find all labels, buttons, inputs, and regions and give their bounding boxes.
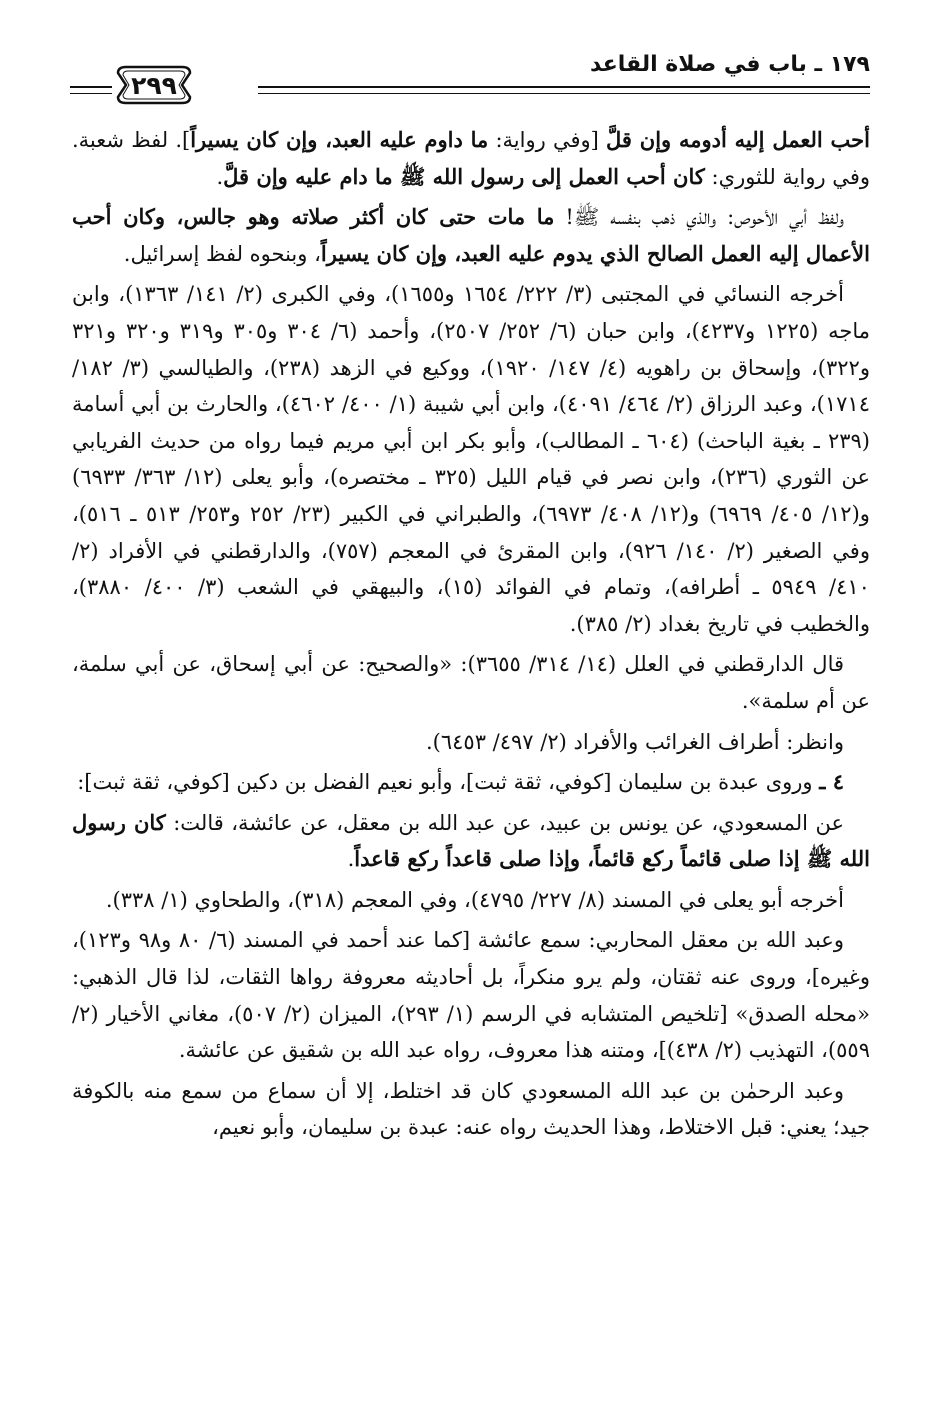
paragraph-p10 <box>72 1073 870 1146</box>
text-run: قال الدارقطني في العلل (١٤/ ٣١٤/ ٣٦٥٥): «والصحيح: عن أبي إسحاق، عن أبي سلمة، عن أم سلمة». <box>72 652 870 713</box>
header-rule <box>258 86 870 94</box>
text-run: ولفظ أبي الأحوص: والذي ذهب بنفسه ﷺ! <box>554 205 844 230</box>
page-header <box>70 48 870 100</box>
text-run: عن المسعودي، عن يونس بن عبيد، عن عبد الله بن معقل، عن عائشة، قالت: <box>165 810 844 835</box>
page-body <box>72 122 870 1150</box>
text-run: أخرجه النسائي في المجتبى (٣/ ٢٢٢/ ١٦٥٤ و١٦٥٥)، وفي الكبرى (٢/ ١٤١/ ١٣٦٣)، وابن ماجه (١٢٢٥ و٤٢٣٧)، وابن حبان (٦/ ٢٥٢/ ٢٥٠٧)، وأحمد (٦/ ٣٠٤ و٣٠٥ و٣١٩ و٣٢٠ و٣٢١ و٣٢٢)، وإسحاق بن راهويه (٤/ ١٤٧/ ١٩٢٠)، ووكيع في الزهد (٢٣٨)، والطيالسي (٣/ ١٨٢/ ١٧١٤)، وعبد الرزاق (٢/ ٤٦٤/ ٤٠٩١)، وابن أبي شيبة (١/ ٤٠٠/ ٤٦٠٢)، والحارث بن أبي أسامة (٢٣٩ ـ بغية الباحث) (٦٠٤ ـ المطالب)، وأبو بكر ابن أبي مريم فيما رواه من حديث الفريابي عن الثوري (٢٣٦)، وابن نصر في قيام الليل (٣٢٥ ـ مختصره)، وأبو يعلى (١٢/ ٣٦٣/ ٦٩٣٣) و(١٢/ ٤٠٥/ ٦٩٦٩) و(١٢/ ٤٠٨/ ٦٩٧٣)، والطبراني في الكبير (٢٣/ ٢٥٢ و٢٥٣/ ٥١٣ ـ ٥١٦)، وفي الصغير (٢/ ١٤٠/ ٩٢٦)، وابن المقرئ في المعجم (٧٥٧)، والدارقطني في الأفراد (٢/ ٤١٠/ ٥٩٤٩ ـ أطرافه)، وتمام في الفوائد (١٥)، والبيهقي في الشعب (٣/ ٤٠٠/ ٣٨٨٠)، والخطيب في تاريخ بغداد (٢/ ٣٨٥). <box>72 282 870 636</box>
text-run: . <box>216 164 224 189</box>
paragraph-p2 <box>72 199 870 272</box>
bold-text: ٤ ـ <box>819 769 844 795</box>
text-run: وعبد الله بن معقل المحاربي: سمع عائشة [كما عند أحمد في المسند (٦/ ٨٠ و٩٨ و١٢٣)، وغيره]، وروى عنه ثقتان، ولم يرو منكراً، بل أحاديثه معروفة رواها الثقات، لذا قال الذهبي: «محله الصدق» [تلخيص المتشابه في الرسم (١/ ٢٩٣)، الميزان (٢/ ٥٠٧)، مغاني الأخيار (٢/ ٥٥٩)، التهذيب (٢/ ٤٣٨)]، ومتنه هذا معروف، رواه عبد الله بن شقيق عن عائشة. <box>72 928 870 1063</box>
page-number: ٢٩٩ <box>131 70 177 100</box>
paragraph-p4 <box>72 646 870 719</box>
paragraph-p7 <box>72 805 870 878</box>
paragraph-p9 <box>72 922 870 1068</box>
paragraph-p5 <box>72 724 870 761</box>
text-run: وروى عبدة بن سليمان [كوفي، ثقة ثبت]، وأبو نعيم الفضل بن دكين [كوفي، ثقة ثبت]: <box>77 770 820 795</box>
bold-text: كان أحب العمل إلى رسول الله ﷺ ما دام عليه وإن قلَّ <box>223 163 705 189</box>
page-number-badge <box>116 63 192 107</box>
text-run: وعبد الرحمٰن بن عبد الله المسعودي كان قد اختلط، إلا أن سماع من سمع منه بالكوفة جيد؛ يعني: قبل الاختلاط، وهذا الحديث رواه عنه: عبدة بن سليمان، وأبو نعيم، <box>72 1078 870 1140</box>
text-run: وانظر: أطراف الغرائب والأفراد (٢/ ٤٩٧/ ٦٤٥٣). <box>425 729 844 754</box>
text-run: أخرجه أبو يعلى في المسند (٨/ ٢٢٧/ ٤٧٩٥)، وفي المعجم (٣١٨)، والطحاوي (١/ ٣٣٨). <box>105 887 844 912</box>
paragraph-p1 <box>72 122 870 195</box>
bold-text: أحب العمل إليه أدومه وإن قلَّ <box>606 127 870 152</box>
text-run: ]. لفظ شعبة. وفي رواية للثوري: <box>72 128 870 189</box>
paragraph-p3 <box>72 276 870 642</box>
bold-text: كان رسول الله ﷺ إذا صلى قائماً ركع قائماً، وإذا صلى قاعداً ركع قاعداً <box>72 809 870 872</box>
text-run: ، وبنحوه لفظ إسرائيل. <box>123 241 321 266</box>
header-rule-left <box>70 86 112 94</box>
paragraph-p8 <box>72 882 870 919</box>
text-run: . <box>347 847 355 872</box>
chapter-title: ١٧٩ ـ باب في صلاة القاعد <box>590 52 870 77</box>
text-run: [وفي رواية: <box>488 128 607 152</box>
bold-text: ما داوم عليه العبد، وإن كان يسيراً <box>190 127 489 152</box>
bold-text: ما مات حتى كان أكثر صلاته وهو جالس، وكان أحب الأعمال إليه العمل الصالح الذي يدوم عليه العبد، وإن كان يسيراً <box>72 204 870 266</box>
paragraph-p6 <box>72 764 870 801</box>
